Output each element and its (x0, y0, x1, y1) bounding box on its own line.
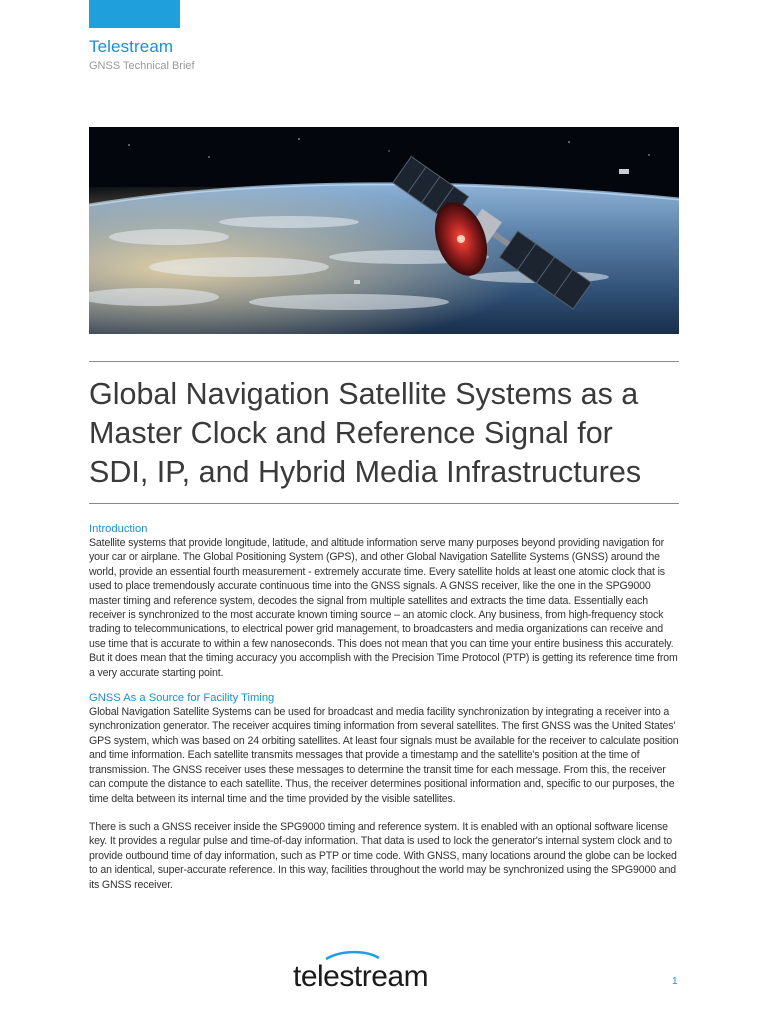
brand-name: Telestream (89, 37, 174, 56)
document-title (89, 375, 689, 492)
intro-heading: Introduction (89, 523, 148, 535)
telestream-logo (291, 950, 471, 994)
hero-satellite-image (89, 127, 679, 334)
title-bottom-divider (89, 503, 679, 504)
document-type-label: GNSS Technical Brief (89, 60, 195, 72)
page-number: 1 (672, 976, 678, 987)
top-accent-bar (89, 0, 180, 28)
facility-timing-heading: GNSS As a Source for Facility Timing (89, 692, 275, 705)
title-top-divider (89, 361, 679, 362)
spg9000-paragraph: There is such a GNSS receiver inside the SPG9000 timing and reference system. It is enabled with an optional software license key. It provides a regular pulse and time-of-day information. That data is used to lock the generator's internal system clock and to provide outbound time of day information, such as PTP or time code. With GNSS, many locations around the globe can be locked to an identical, super-accurate reference. In this way, facilities throughout the world may be synchronized using the SPG9000 and its GNSS receiver. (89, 820, 677, 891)
logo-wordmark: telestream (293, 960, 429, 993)
title-line-1: Global Navigation Satellite Systems as a (89, 377, 639, 411)
satellite-over-earth-icon (89, 127, 679, 334)
logo-arc-icon (326, 952, 379, 959)
intro-paragraph: Satellite systems that provide longitude, latitude, and altitude information serve many purposes beyond providing navigation for your car or airplane. The Global Positioning System (GPS), and other Global Navigation Satellite Systems (GNSS) around the world, provide an essential fourth measurement - extremely accurate time. Every satellite holds at least one atomic clock that is used to place tremendously accurate continuous time into the GNSS signals. A GNSS receiver, like the one in the SPG9000 master timing and reference system, decodes the signal from multiple satellites and extracts the time data. Essentially each receiver is synchronized to the most accurate known timing source – an atomic clock. Any business, from high-frequency stock trading to telecommunications, to electrical power grid management, to broadcasters and media organizations can receive and use time that is accurate to within a few nanoseconds. This does not mean that you can time your entire business this accurately. But it does mean that the timing accuracy you accomplish with the Precision Time Protocol (PTP) is getting its reference time from a very accurate starting point. (89, 537, 678, 679)
title-line-2: Master Clock and Reference Signal for (89, 416, 613, 450)
title-line-3: SDI, IP, and Hybrid Media Infrastructures (89, 455, 642, 489)
facility-timing-paragraph: Global Navigation Satellite Systems can be used for broadcast and media facility synchronization by integrating a receiver into a synchronization generator. The receiver acquires timing information from several satellites. The first GNSS was the United States' GPS system, which was based on 24 orbiting satellites. At least four signals must be available for the receiver to calculate position and time information. Each satellite transmits messages that provide a timestamp and the satellite's position at the time of transmission. The GNSS receiver uses these messages to determine the transit time for each message. From this, the receiver can compute the distance to each satellite. Thus, the receiver determines positional information and, specific to our purposes, the time delta between its internal time and the time provided by the visible satellites. (89, 706, 679, 805)
body-content (89, 522, 681, 892)
